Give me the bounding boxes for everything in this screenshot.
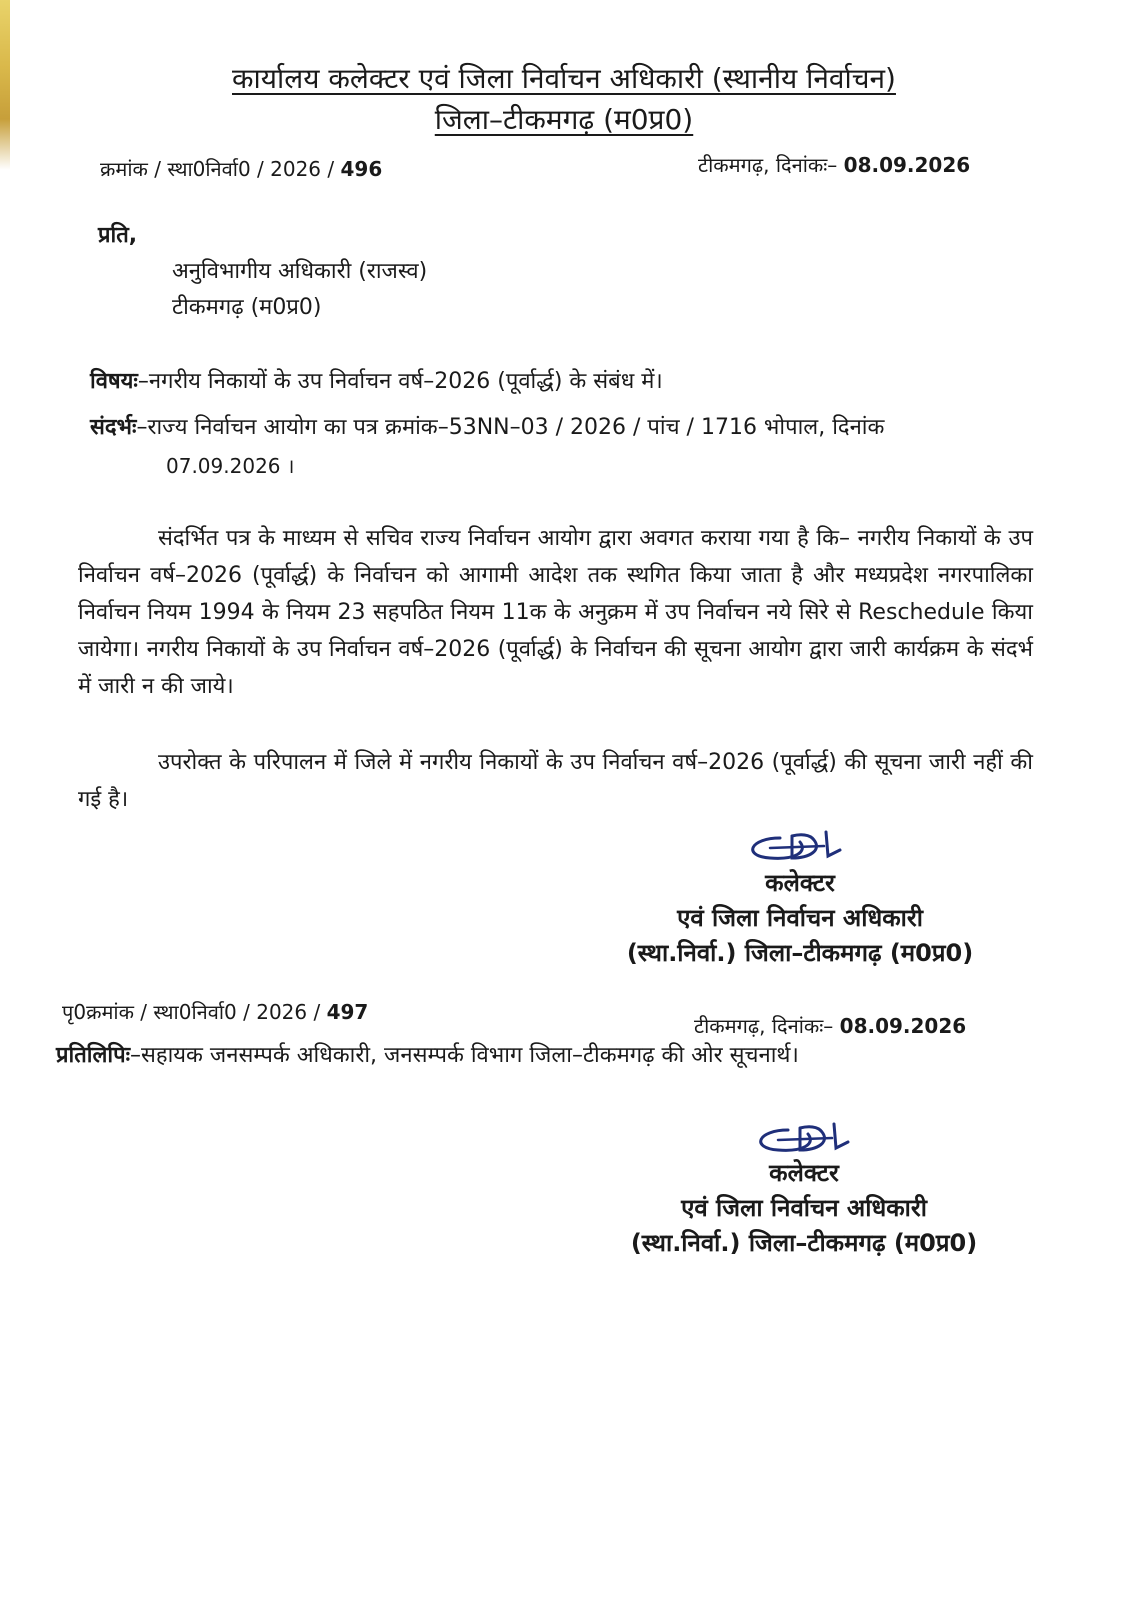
signatory-title-2: कलेक्टर	[769, 1159, 839, 1187]
addressee-label: प्रति,	[98, 223, 138, 248]
addressee-line-1: अनुविभागीय अधिकारी (राजस्व)	[172, 259, 428, 284]
signatory-designation: एवं जिला निर्वाचन अधिकारी	[677, 904, 923, 932]
signatory-designation-2: एवं जिला निर्वाचन अधिकारी	[681, 1194, 927, 1222]
body-paragraph-2: उपरोक्त के परिपालन में जिले में नगरीय निकायों के उप निर्वाचन वर्ष–2026 (पूर्वार्द्ध) की सूचना जारी नहीं की गई है।	[78, 750, 1033, 812]
endorsement-date	[694, 1012, 966, 1040]
subject-line	[90, 366, 663, 398]
body-paragraph-1: संदर्भित पत्र के माध्यम से सचिव राज्य निर्वाचन आयोग द्वारा अवगत कराया गया है कि– नगरीय निकायों के उप निर्वाचन वर्ष–2026 (पूर्वार्द्ध) के निर्वाचन को आगामी आदेश तक स्थगित किया जाता है और मध्यप्रदेश नगरपालिका निर्वाचन नियम 1994 के नियम 23 सहपठित नियम 11क के अनुक्रम में उप निर्वाचन नये सिरे से Reschedule किया जायेगा। नगरीय निकायों के उप निर्वाचन वर्ष–2026 (पूर्वार्द्ध) के निर्वाचन की सूचना आयोग द्वारा जारी कार्यक्रम के संदर्भ में जारी न की जाये।	[78, 526, 1033, 699]
letter-date-prefix: टीकमगढ़, दिनांकः–	[698, 153, 844, 177]
letter-number-value: 496	[340, 157, 383, 181]
endorsement-date-value: 08.09.2026	[839, 1014, 967, 1038]
subject-label: विषयः	[90, 369, 138, 394]
office-header-title: कार्यालय कलेक्टर एवं जिला निर्वाचन अधिकारी (स्थानीय निर्वाचन)	[232, 62, 896, 95]
copy-to-label: प्रतिलिपिः	[56, 1043, 131, 1068]
signatory-block-2	[594, 1156, 1014, 1261]
endorsement-number-prefix: पृ0क्रमांक / स्था0निर्वा0 / 2026 /	[62, 1000, 327, 1024]
reference-text-1: –राज्य निर्वाचन आयोग का पत्र क्रमांक–53NN–03 / 2026 / पांच / 1716 भोपाल, दिनांक	[136, 415, 885, 440]
copy-to-text: –सहायक जनसम्पर्क अधिकारी, जनसम्पर्क विभाग जिला–टीकमगढ़ की ओर सूचनार्थ।	[130, 1043, 799, 1068]
signatory-block	[590, 866, 1010, 971]
letter-date-value: 08.09.2026	[843, 153, 971, 177]
endorsement-number	[62, 998, 368, 1026]
reference-label: संदर्भः	[90, 415, 137, 440]
copy-to-line	[56, 1040, 799, 1072]
subject-text: –नगरीय निकायों के उप निर्वाचन वर्ष–2026 (पूर्वार्द्ध) के संबंध में।	[137, 369, 663, 394]
signatory-title: कलेक्टर	[765, 869, 835, 897]
reference-text-2: 07.09.2026 ।	[166, 454, 295, 478]
letter-date	[698, 151, 970, 179]
letter-number	[100, 155, 382, 183]
addressee-line-2: टीकमगढ़ (म0प्र0)	[172, 295, 322, 320]
reference-line	[90, 412, 884, 444]
signatory-office: (स्था.निर्वा.) जिला–टीकमगढ़ (म0प्र0)	[626, 939, 974, 967]
endorsement-number-value: 497	[326, 1000, 369, 1024]
signature-mark-2	[748, 1120, 858, 1158]
signature-mark	[740, 828, 850, 866]
endorsement-date-prefix: टीकमगढ़, दिनांकः–	[694, 1014, 840, 1038]
letter-number-prefix: क्रमांक / स्था0निर्वा0 / 2026 /	[100, 157, 341, 181]
office-header-line-1	[0, 60, 1128, 98]
signatory-office-2: (स्था.निर्वा.) जिला–टीकमगढ़ (म0प्र0)	[630, 1229, 978, 1257]
office-header-district: जिला–टीकमगढ़ (म0प्र0)	[434, 103, 694, 136]
office-header-line-2	[0, 101, 1128, 139]
